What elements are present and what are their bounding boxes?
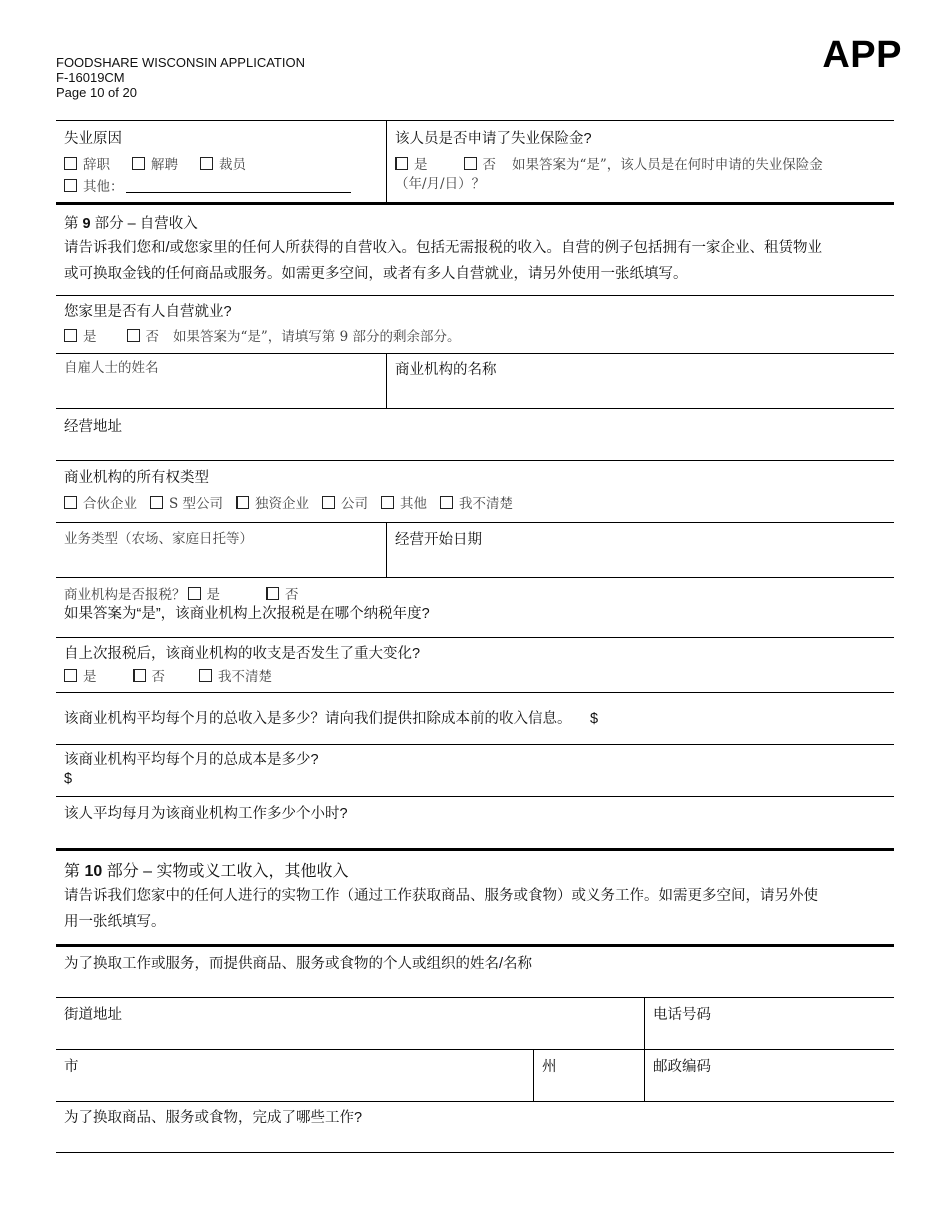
checkbox[interactable] xyxy=(64,669,77,682)
business-name-field[interactable] xyxy=(386,354,894,408)
checkbox[interactable] xyxy=(199,669,212,682)
hours-question: 该人平均每月为该商业机构工作多少个小时? xyxy=(64,806,348,822)
ownership-unknown-option[interactable]: 我不清楚 xyxy=(440,492,513,512)
ui-yes-option[interactable]: 是 xyxy=(395,153,428,173)
costs-row[interactable] xyxy=(56,744,894,796)
gross-income-question: 该商业机构平均每个月的总收入是多少？请向我们提供扣除成本前的收入信息。 xyxy=(64,711,572,727)
unemployment-reason-label: 失业原因 xyxy=(64,131,122,147)
form-header xyxy=(56,55,305,100)
work-done-field[interactable] xyxy=(56,1101,894,1153)
self-employed-no-option[interactable]: 否 xyxy=(127,325,160,345)
phone-label: 电话号码 xyxy=(653,1007,711,1023)
checkbox[interactable] xyxy=(322,496,335,509)
ownership-s-corp-option[interactable]: S 型公司 xyxy=(150,492,223,512)
checkbox[interactable] xyxy=(64,157,77,170)
start-date-label: 经营开始日期 xyxy=(395,532,482,548)
gross-income-currency: $ xyxy=(589,711,599,727)
business-type-field[interactable] xyxy=(56,523,386,577)
work-done-question: 为了换取商品、服务或食物，完成了哪些工作? xyxy=(64,1110,363,1126)
ui-followup-text: 如果答案为“是”，该人员是在何时申请的失业保险金 xyxy=(512,157,823,173)
provider-name-label: 为了换取工作或服务，而提供商品、服务或食物的个人或组织的姓名/名称 xyxy=(64,956,533,972)
application-form xyxy=(56,120,894,1153)
zip-field[interactable] xyxy=(644,1050,894,1101)
unemployment-reason-options xyxy=(64,153,378,173)
ownership-options xyxy=(64,492,886,512)
ownership-corporation-option[interactable]: 公司 xyxy=(322,492,368,512)
form-title: FOODSHARE WISCONSIN APPLICATION xyxy=(56,55,305,70)
start-date-field[interactable] xyxy=(386,523,894,577)
gross-income-row[interactable] xyxy=(56,692,894,744)
form-number: F-16019CM xyxy=(56,70,125,85)
city-field[interactable] xyxy=(56,1050,533,1101)
unemployment-reason-cell xyxy=(56,121,386,202)
names-row xyxy=(56,353,894,408)
business-address-field[interactable] xyxy=(56,408,894,460)
change-question: 自上次报税后，该商业机构的收支是否发生了重大变化? xyxy=(64,646,421,662)
checkbox[interactable] xyxy=(464,157,477,170)
checkbox[interactable] xyxy=(395,157,408,170)
provider-name-field[interactable] xyxy=(56,944,894,997)
files-taxes-options xyxy=(64,583,886,603)
ui-benefits-cell xyxy=(386,121,894,202)
street-address-label: 街道地址 xyxy=(64,1007,122,1023)
change-options xyxy=(64,665,886,685)
section10-intro: 请告诉我们您家中的任何人进行的实物工作（通过工作获取商品、服务或食物）或义务工作。如需更多空间，请另外使 用一张纸填写。 xyxy=(64,888,818,930)
ui-date-prompt: （年/月/日）？ xyxy=(395,176,486,192)
self-employed-options xyxy=(64,325,886,345)
street-address-field[interactable] xyxy=(56,998,644,1049)
self-employed-yes-option[interactable]: 是 xyxy=(64,325,97,345)
business-type-row xyxy=(56,522,894,577)
reason-laid-off-option[interactable]: 裁员 xyxy=(200,153,246,173)
ui-benefits-options xyxy=(395,153,886,173)
checkbox[interactable] xyxy=(188,587,201,600)
page-indicator: Page 10 of 20 xyxy=(56,85,137,100)
files-taxes-question: 商业机构是否报税？ xyxy=(64,587,186,603)
ownership-row xyxy=(56,460,894,522)
ui-no-option[interactable]: 否 xyxy=(464,153,497,173)
business-address-label: 经营地址 xyxy=(64,419,122,435)
checkbox[interactable] xyxy=(200,157,213,170)
checkbox[interactable] xyxy=(266,587,279,600)
change-no-option[interactable]: 否 xyxy=(133,665,166,685)
files-taxes-row xyxy=(56,577,894,637)
change-unknown-option[interactable]: 我不清楚 xyxy=(199,665,272,685)
checkbox[interactable] xyxy=(150,496,163,509)
ui-benefits-question: 该人员是否申请了失业保险金? xyxy=(395,131,592,147)
checkbox[interactable] xyxy=(440,496,453,509)
tax-year-question: 如果答案为“是”，该商业机构上次报税是在哪个纳税年度? xyxy=(64,606,430,622)
checkbox[interactable] xyxy=(64,179,77,192)
checkbox[interactable] xyxy=(381,496,394,509)
city-label: 市 xyxy=(64,1059,79,1075)
section9-title: 第 9 部分 – 自营收入 xyxy=(64,216,198,232)
city-state-zip-row xyxy=(56,1049,894,1101)
section9-intro: 请告诉我们您和/或您家里的任何人所获得的自营收入。包括无需报税的收入。自营的例子包括拥有一家企业、租赁物业 或可换取金钱的任何商品或服务。如需更多空间，或者有多人自营就业，请另外使用一张纸填写。 xyxy=(64,240,823,282)
change-row xyxy=(56,637,894,692)
reason-other-option[interactable]: 其他： xyxy=(64,175,378,195)
ownership-label: 商业机构的所有权类型 xyxy=(64,470,209,486)
ownership-other-option[interactable]: 其他 xyxy=(381,492,427,512)
reason-fired-option[interactable]: 解聘 xyxy=(132,153,178,173)
business-name-label: 商业机构的名称 xyxy=(395,362,497,378)
ownership-partnership-option[interactable]: 合伙企业 xyxy=(64,492,137,512)
files-taxes-yes-option[interactable]: 是 xyxy=(188,583,221,603)
ownership-sole-proprietor-option[interactable]: 独资企业 xyxy=(236,492,309,512)
app-badge: APP xyxy=(822,34,902,76)
checkbox[interactable] xyxy=(64,496,77,509)
checkbox[interactable] xyxy=(133,669,146,682)
self-employed-row xyxy=(56,295,894,353)
checkbox[interactable] xyxy=(132,157,145,170)
person-name-label: 自雇人士的姓名 xyxy=(64,360,159,376)
street-phone-row xyxy=(56,997,894,1049)
state-field[interactable] xyxy=(533,1050,644,1101)
section10-header xyxy=(56,848,894,944)
files-taxes-no-option[interactable]: 否 xyxy=(266,583,299,603)
zip-label: 邮政编码 xyxy=(653,1059,711,1075)
costs-question: 该商业机构平均每个月的总成本是多少? xyxy=(64,752,319,768)
self-employed-note: 如果答案为“是”，请填写第 9 部分的剩余部分。 xyxy=(173,329,461,345)
unemployment-row xyxy=(56,120,894,202)
state-label: 州 xyxy=(542,1059,557,1075)
section10-title: 第 10 部分 – 实物或义工收入，其他收入 xyxy=(64,863,349,880)
checkbox[interactable] xyxy=(127,329,140,342)
checkbox[interactable] xyxy=(64,329,77,342)
hours-row[interactable] xyxy=(56,796,894,848)
section9-header xyxy=(56,202,894,295)
costs-currency: $ xyxy=(64,771,73,787)
checkbox[interactable] xyxy=(236,496,249,509)
reason-other-input[interactable] xyxy=(126,178,351,193)
business-type-label: 业务类型（农场、家庭日托等） xyxy=(64,531,253,547)
reason-quit-option[interactable]: 辞职 xyxy=(64,153,110,173)
phone-field[interactable] xyxy=(644,998,894,1049)
change-yes-option[interactable]: 是 xyxy=(64,665,97,685)
person-name-field[interactable] xyxy=(56,354,386,408)
self-employed-question: 您家里是否有人自营就业? xyxy=(64,304,232,320)
